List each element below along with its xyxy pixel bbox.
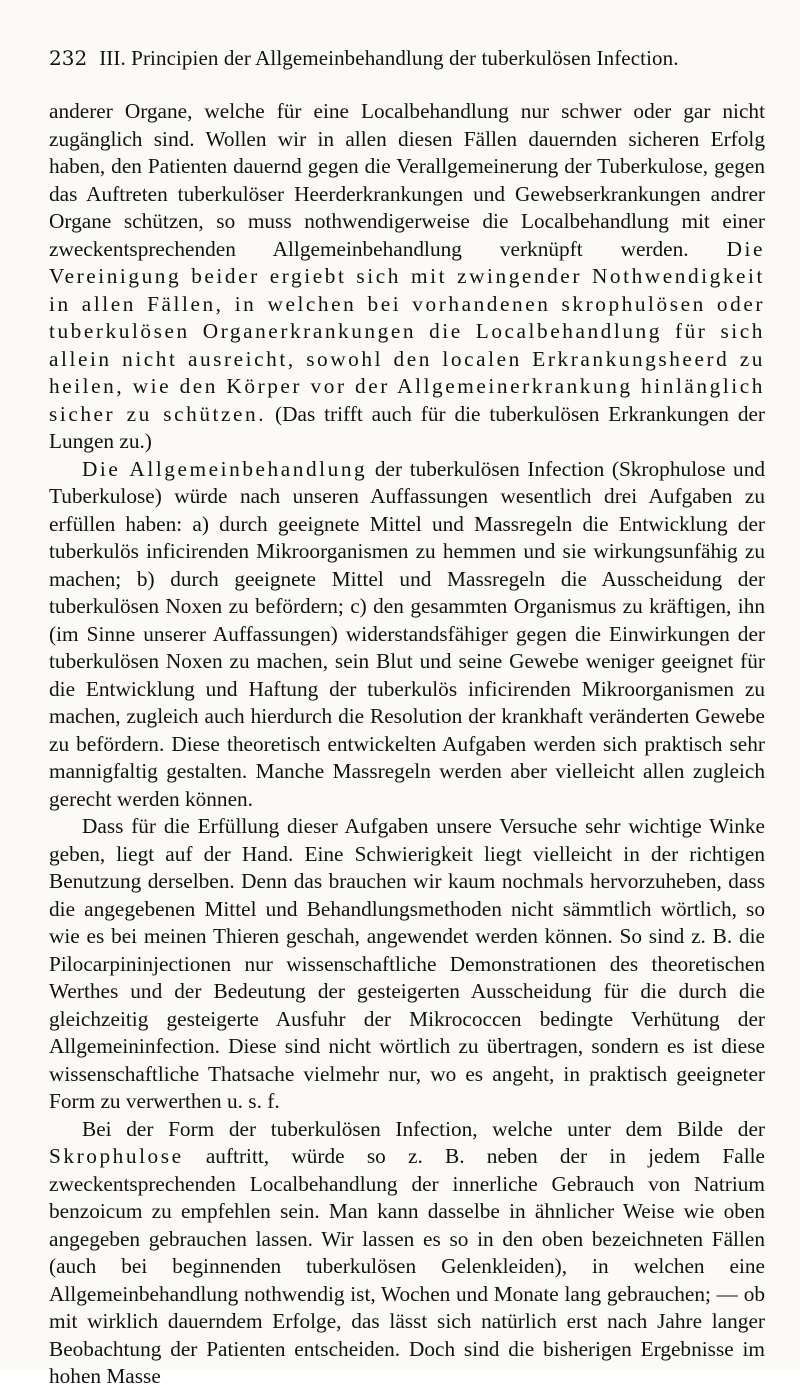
emphasized-text: Skrophulose [49,1144,184,1168]
paragraph-text: Bei der Form der tuberkulösen Infection, welche unter dem Bilde der [82,1116,765,1141]
paragraph-text: anderer Organe, welche für eine Localbehandlung nur schwer oder gar nicht zugänglich sind. Wollen wir in allen diesen Fällen dauernden sicheren Erfolg haben, den Patienten dauernd gegen die Verallgemeinerung der Tuberkulose, gegen das Auftreten tuberkulöser Heerderkrankungen und Gewebserkrankungen andrer Organe schützen, so muss nothwendigerweise die Localbehandlung mit einer zweckentsprechenden Allgemeinbehandlung verknüpft werden. [49,99,765,261]
paragraph-1 [49,98,765,456]
page-header [49,46,760,76]
running-head: III. Principien der Allgemeinbehandlung der tuberkulösen Infection. [99,46,679,70]
body-text [49,98,765,1391]
paragraph-3 [49,813,765,1116]
page-number: 232 [49,46,88,70]
paragraph-4 [49,1116,765,1391]
paragraph-text: der tuberkulösen Infection (Skrophulose und Tuberkulose) würde nach unseren Auffassungen wesentlich drei Aufgaben zu erfüllen haben: a) durch geeignete Mittel und Massregeln die Entwicklung der tuberkulös inficirenden Mikroorganismen zu hemmen und sie wirkungsunfähig zu machen; b) durch geeignete Mittel und Massregeln die Ausscheidung der tuberkulösen Noxen zu befördern; c) den gesammten Organismus zu kräftigen, ihn (im Sinne unserer Auffassungen) widerstandsfähiger gegen die Einwirkungen der tuberkulösen Noxen zu machen, sein Blut und seine Gewebe weniger geeignet für die Entwicklung und Haftung der tuberkulös inficirenden Mikroorganismen zu machen, zugleich auch hierdurch die Resolution der krankhaft veränderten Gewebe zu befördern. Diese theoretisch entwickelten Aufgaben werden sich praktisch sehr mannigfaltig gestalten. Manche Massregeln werden aber vielleicht allen zugleich gerecht werden können. [49,456,766,811]
emphasized-text: Die Allgemeinbehandlung [82,456,368,481]
emphasized-text: Die Vereinigung beider ergiebt sich mit zwingender Nothwendigkeit in allen Fällen, in welchen bei vorhandenen skrophulösen oder tuberkulösen Organerkrankungen die Localbehandlung für sich allein nicht ausreicht, sowohl den localen Erkrankungsheerd zu heilen, wie den Körper vor der Allgemeinerkrankung hinlänglich sicher zu schützen. [49,236,765,426]
paragraph-text: (Das trifft auch für die tuberkulösen Erkrankungen der Lungen zu.) [49,401,766,453]
paragraph-2 [49,456,765,814]
paragraph-text: Dass für die Erfüllung dieser Aufgaben unsere Versuche sehr wichtige Winke geben, liegt auf der Hand. Eine Schwierigkeit liegt vielleicht in der richtigen Benutzung derselben. Denn das brauchen wir kaum nochmals hervorzuheben, dass die angegebenen Mittel und Behandlungsmethoden nicht sämmtlich wörtlich, so wie es bei meinen Thieren geschah, angewendet werden können. So sind z. B. die Pilocarpininjectionen nur wissenschaftliche Demonstrationen des theoretischen Werthes und der Bedeutung der gesteigerten Ausscheidung für die durch die gleichzeitig gesteigerte Ausfuhr der Mikrococcen bedingte Verhütung der Allgemeininfection. Diese sind nicht wörtlich zu übertragen, sondern es ist diese wissenschaftliche Thatsache vielmehr nur, wo es angeht, in praktisch geeigneter Form zu verwerthen u. s. f. [49,814,765,1113]
paragraph-text: auftritt, würde so z. B. neben der in jedem Falle zweckentsprechenden Localbehandlung der innerliche Gebrauch von Natrium benzoicum zu empfehlen sein. Man kann dasselbe in ähnlicher Weise wie oben angegeben gebrauchen lassen. Wir lassen es so in den oben bezeichneten Fällen (auch bei beginnenden tuberkulösen Gelenkleiden), in welchen eine Allgemeinbehandlung nothwendig ist, Wochen und Monate lang gebrauchen; — ob mit wirklich dauerndem Erfolge, das lässt sich natürlich erst nach Jahre langer Beobachtung der Patienten entscheiden. Doch sind die bisherigen Ergebnisse im hohen Masse [49,1144,765,1388]
